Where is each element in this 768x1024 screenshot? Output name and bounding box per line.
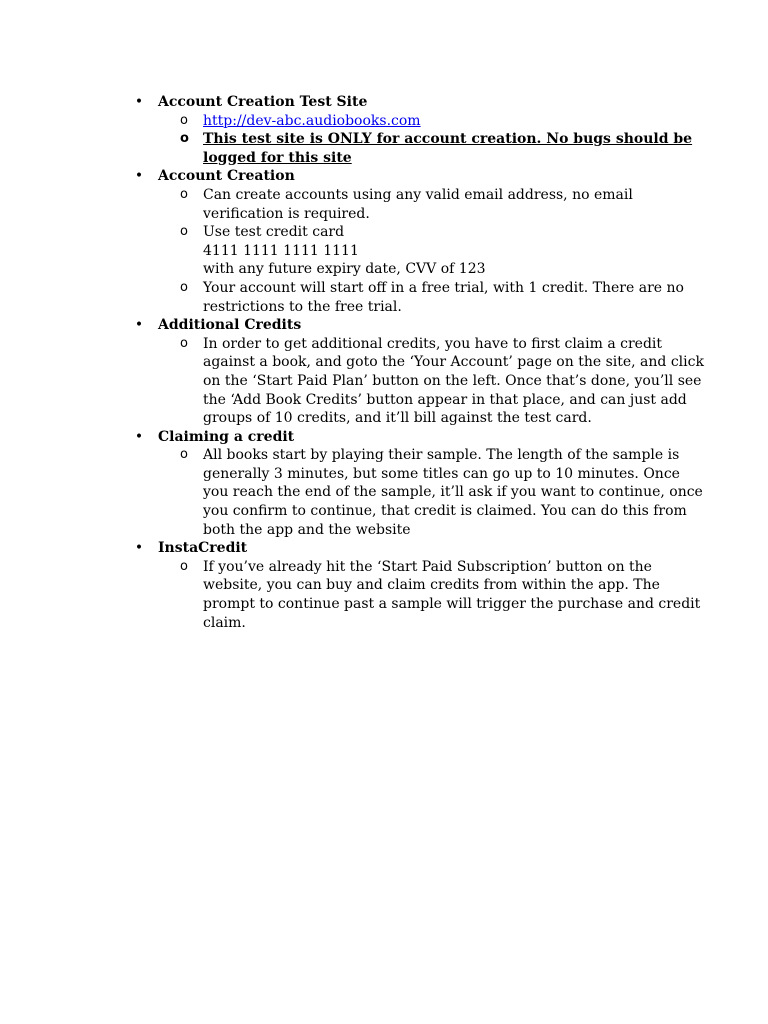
section-account-creation xyxy=(134,167,664,186)
section-instacredit xyxy=(134,539,664,558)
text-line: on the ‘Start Paid Plan’ button on the left. Once that’s done, you’ll see xyxy=(203,372,702,389)
text-line: If you’ve already hit the ‘Start Paid Subscription’ button on the xyxy=(203,558,652,575)
text-line: verification is required. xyxy=(203,205,370,222)
sub-bullet-icon: o xyxy=(180,186,188,202)
list-item xyxy=(134,186,664,223)
list-item xyxy=(134,558,701,632)
sub-bullet-icon: o xyxy=(180,447,188,463)
warning-line: logged for this site xyxy=(203,149,352,166)
section-heading: Claiming a credit xyxy=(158,428,295,445)
list-item xyxy=(134,223,664,279)
list-item xyxy=(134,446,703,539)
document-body xyxy=(134,93,704,632)
text-line: Use test credit card xyxy=(203,224,345,241)
text-line: against a book, and goto the ‘Your Account’ page on the site, and click xyxy=(203,354,704,371)
sub-bullet-icon: o xyxy=(180,224,188,240)
section-heading: Additional Credits xyxy=(158,317,302,334)
text-line: you reach the end of the sample, it’ll ask if you want to continue, once xyxy=(203,484,703,501)
bullet-icon: • xyxy=(134,540,144,557)
sub-bullet-icon: o xyxy=(180,335,188,351)
list-item xyxy=(134,279,684,316)
text-line: groups of 10 credits, and it’ll bill against the test card. xyxy=(203,410,592,427)
warning-line: This test site is ONLY for account creation. No bugs should be xyxy=(203,131,693,148)
list-item xyxy=(134,112,664,131)
text-line: website, you can buy and claim credits from within the app. The xyxy=(203,577,660,594)
bullet-icon: • xyxy=(134,168,144,185)
text-line: you confirm to continue, that credit is claimed. You can do this from xyxy=(203,503,687,520)
section-heading: Account Creation Test Site xyxy=(158,94,368,110)
bullet-icon: • xyxy=(134,94,144,110)
text-line: All books start by playing their sample. The length of the sample is xyxy=(203,447,680,464)
section-account-creation-test-site xyxy=(134,93,664,112)
list-item-warning xyxy=(134,130,693,167)
credit-card-number: 4111 1111 1111 1111 xyxy=(203,242,359,259)
section-heading: InstaCredit xyxy=(158,540,248,557)
text-line: Your account will start off in a free trial, with 1 credit. There are no xyxy=(203,279,684,296)
section-claiming-a-credit xyxy=(134,428,664,447)
text-line: restrictions to the free trial. xyxy=(203,298,402,315)
section-heading: Account Creation xyxy=(158,168,295,185)
text-line: generally 3 minutes, but some titles can go up to 10 minutes. Once xyxy=(203,465,680,482)
section-additional-credits xyxy=(134,316,664,335)
sub-bullet-icon: o xyxy=(180,558,188,574)
text-line: with any future expiry date, CVV of 123 xyxy=(203,261,486,278)
bullet-icon: • xyxy=(134,428,144,445)
sub-bullet-icon: o xyxy=(180,112,188,128)
bullet-icon: • xyxy=(134,317,144,334)
text-line: the ‘Add Book Credits’ button appear in that place, and can just add xyxy=(203,391,687,408)
text-line: claim. xyxy=(203,614,246,631)
text-line: prompt to continue past a sample will trigger the purchase and credit xyxy=(203,596,701,613)
sub-bullet-icon: o xyxy=(180,279,188,295)
sub-bullet-icon: o xyxy=(180,131,189,147)
text-line: In order to get additional credits, you have to first claim a credit xyxy=(203,335,663,352)
list-item xyxy=(134,335,704,428)
test-site-link[interactable]: http://dev-abc.audiobooks.com xyxy=(203,112,421,129)
text-line: Can create accounts using any valid email address, no email xyxy=(203,186,633,203)
text-line: both the app and the website xyxy=(203,521,411,538)
